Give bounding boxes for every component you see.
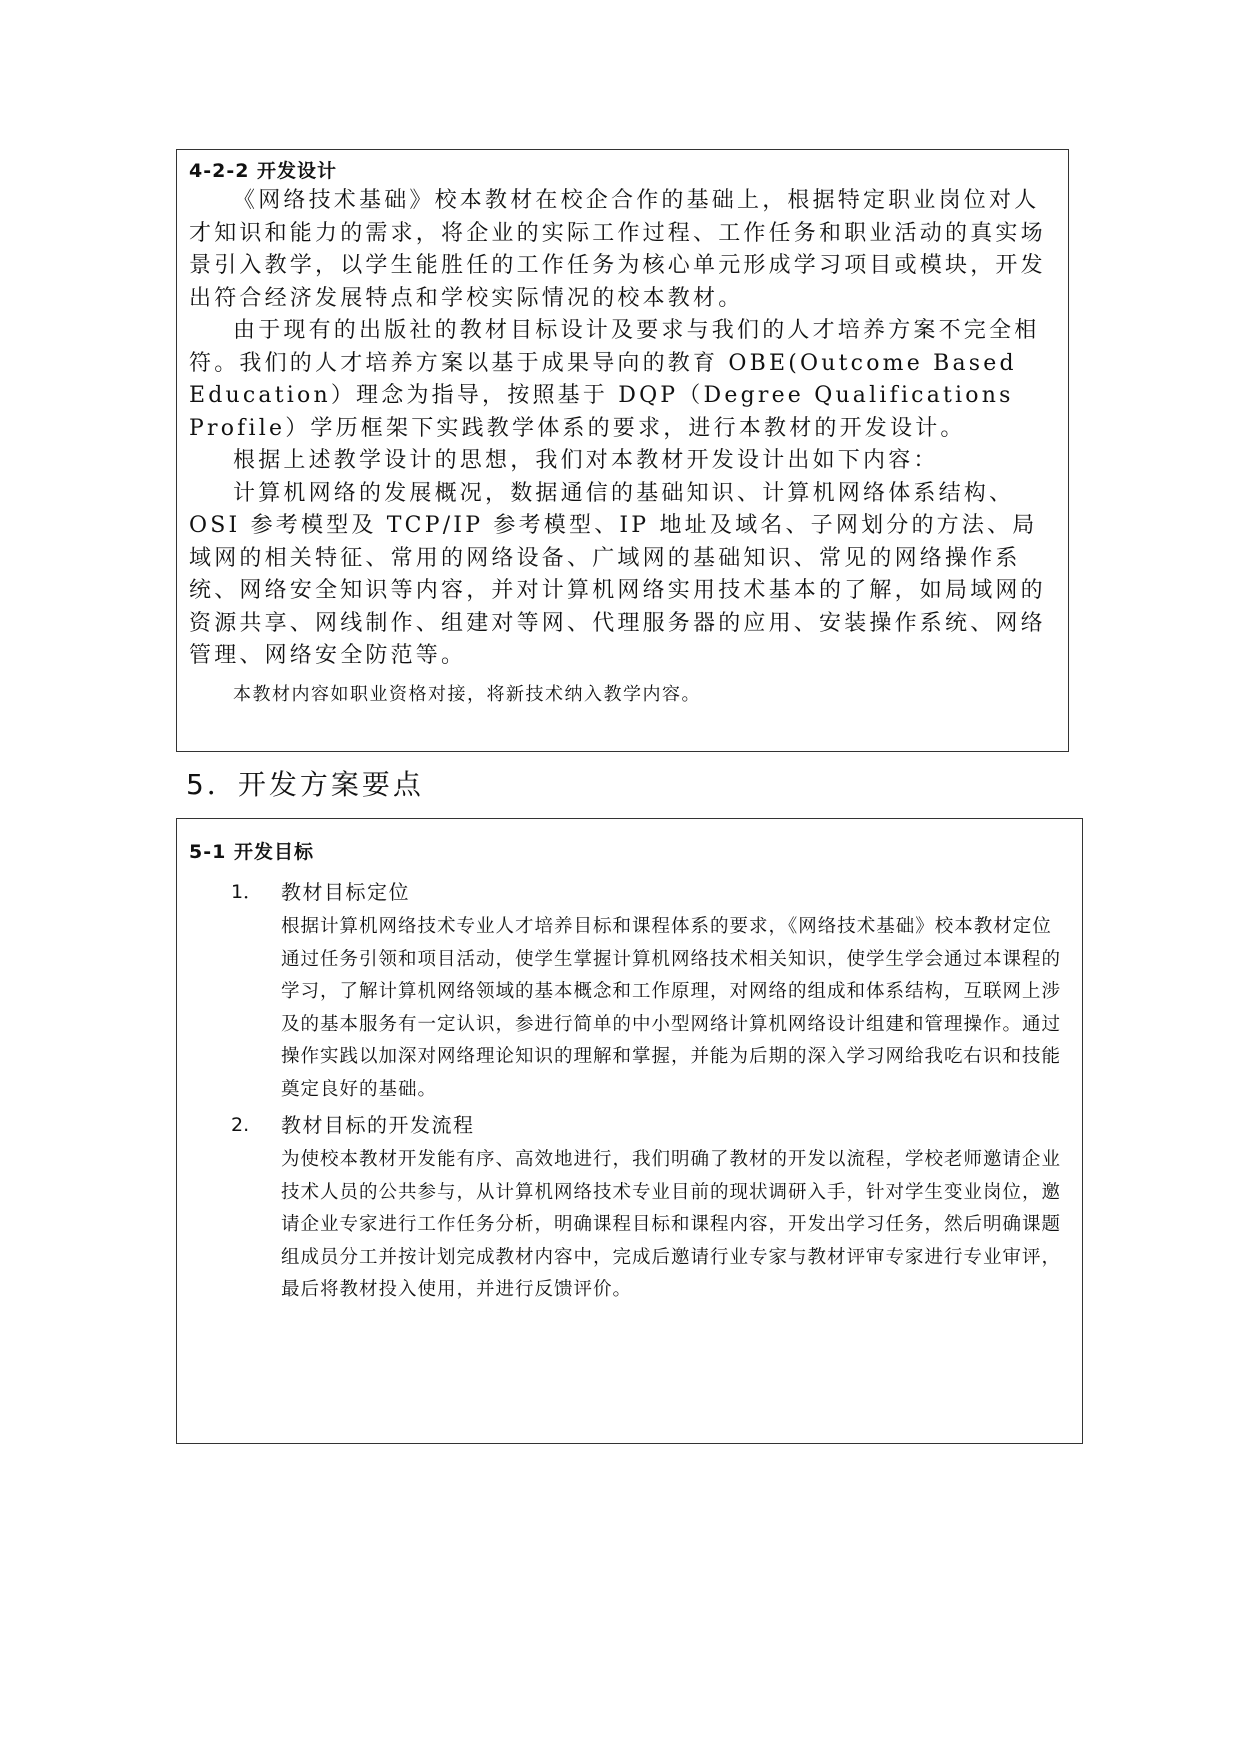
section-heading: 4-2-2 开发设计: [189, 160, 338, 182]
item-title: 教材目标的开发流程: [281, 1113, 475, 1137]
section-heading: 5-1 开发目标: [189, 841, 314, 863]
item-body: 为使校本教材开发能有序、高效地进行，我们明确了教材的开发以流程，学校老师邀请企业技术人员的公共参与，从计算机网络技术专业目前的现状调研入手，针对学生变业岗位，邀请企业专家进行工作任务分析，明确课程目标和课程内容，开发出学习任务，然后明确课题组成员分工并按计划完成教材内容中，完成后邀请行业专家与教材评审专家进行专业审评，最后将教材投入使用，并进行反馈评价。: [281, 1149, 1062, 1300]
item-number: 2.: [231, 1114, 250, 1136]
list-item: [189, 873, 1069, 1106]
section-5-title: 5．开发方案要点: [186, 768, 424, 801]
paragraph: 计算机网络的发展概况，数据通信的基础知识、计算机网络体系结构、OSI 参考模型及 TCP/IP 参考模型、IP 地址及域名、子网划分的方法、局域网的相关特征、常用的网络设备、广域网的基础知识、常见的网络操作系统、网络安全知识等内容，并对计算机网络实用技术基本的了解，如局域网的资源共享、网线制作、组建对等网、代理服务器的应用、安装操作系统、网络管理、网络安全防范等。: [189, 480, 1046, 668]
item-number: 1．: [231, 881, 263, 903]
paragraph: 由于现有的出版社的教材目标设计及要求与我们的人才培养方案不完全相符。我们的人才培养方案以基于成果导向的教育 OBE(Outcome Based Education）理念为指导，按照基于 DQP（Degree Qualifications Profile）学历框架下实践教学体系的要求，进行本教材的开发设计。: [189, 318, 1040, 441]
paragraph: 根据上述教学设计的思想，我们对本教材开发设计出如下内容：: [233, 448, 939, 473]
paragraph: 《网络技术基础》校本教材在校企合作的基础上，根据特定职业岗位对人才知识和能力的需求，将企业的实际工作过程、工作任务和职业活动的真实场景引入教学，以学生能胜任的工作任务为核心单元形成学习项目或模块，开发出符合经济发展特点和学校实际情况的校本教材。: [189, 188, 1046, 311]
note-paragraph: 本教材内容如职业资格对接，将新技术纳入教学内容。: [233, 683, 701, 705]
section-body: [189, 185, 1059, 713]
item-title: 教材目标定位: [281, 880, 410, 904]
goal-list: [189, 873, 1069, 1307]
list-item: [189, 1106, 1069, 1307]
section-4-2-2-box: [176, 149, 1069, 752]
section-5-1-box: [176, 818, 1083, 1444]
item-body: 根据计算机网络技术专业人才培养目标和课程体系的要求，《网络技术基础》校本教材定位通过任务引领和项目活动，使学生掌握计算机网络技术相关知识，使学生学会通过本课程的 学习，了解计算机网络领域的基本概念和工作原理，对网络的组成和体系结构，互联网上涉及的基本服务有一定认识，参进行简单的中小型网络计算机网络设计组建和管理操作。通过操作实践以加深对网络理论知识的理解和掌握，并能为后期的深入学习网给我吃右识和技能奠定良好的基础。: [281, 916, 1062, 1100]
